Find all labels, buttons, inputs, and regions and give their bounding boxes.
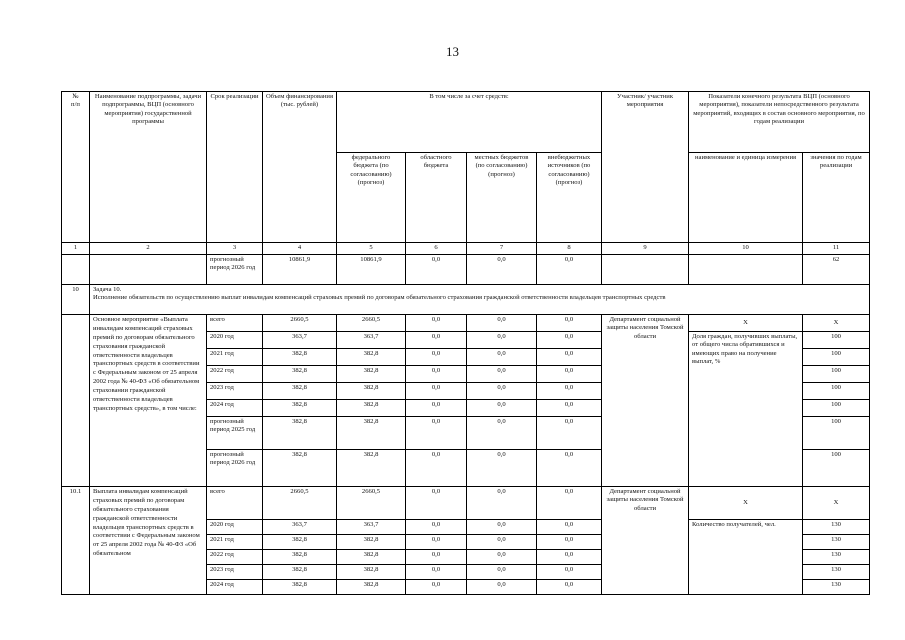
federal-cell: 382,8: [337, 550, 406, 565]
volume-cell: 382,8: [263, 349, 337, 366]
item-name: Выплата инвалидам компенсаций страховых премий по договорам обязательного страхования гражданской ответственности владельцев транспортных средств в соответствии с Федеральным законом от 25 апреля 2002 года № 40-ФЗ «Об обязательном: [90, 487, 207, 595]
table-row: [62, 315, 870, 332]
term-cell: 2020 год: [207, 520, 263, 535]
header-participant: Участник/ участник мероприятия: [602, 92, 689, 243]
term-cell: 2020 год: [207, 332, 263, 349]
local-cell: 0,0: [467, 565, 537, 580]
col-number: 8: [537, 243, 602, 255]
table-row: [62, 255, 870, 285]
volume-cell: 10861,9: [263, 255, 337, 285]
regional-cell: 0,0: [406, 255, 467, 285]
offbudget-cell: 0,0: [537, 487, 602, 520]
col-number: 9: [602, 243, 689, 255]
header-volume: Объем финансирования (тыс. рублей): [263, 92, 337, 243]
federal-cell: 10861,9: [337, 255, 406, 285]
term-cell: 2024 год: [207, 580, 263, 595]
local-cell: 0,0: [467, 535, 537, 550]
term-cell: всего: [207, 315, 263, 332]
offbudget-cell: 0,0: [537, 550, 602, 565]
federal-cell: 382,8: [337, 535, 406, 550]
local-cell: 0,0: [467, 366, 537, 383]
header-regional: областного бюджета: [406, 153, 467, 243]
header-term: Срок реализации: [207, 92, 263, 243]
volume-cell: 382,8: [263, 417, 337, 450]
regional-cell: 0,0: [406, 520, 467, 535]
header-num: № п/п: [62, 92, 90, 243]
value-cell: 100: [803, 400, 870, 417]
main-event-indicator: Доля граждан, получивших выплаты, от общего числа обратившихся и имеющих право на получение выплат, %: [689, 332, 803, 487]
col-number: 3: [207, 243, 263, 255]
local-cell: 0,0: [467, 315, 537, 332]
offbudget-cell: 0,0: [537, 383, 602, 400]
local-cell: 0,0: [467, 580, 537, 595]
value-cell: 130: [803, 580, 870, 595]
volume-cell: 363,7: [263, 332, 337, 349]
term-cell: 2023 год: [207, 565, 263, 580]
item-indicator: Количество получателей, чел.: [689, 520, 803, 595]
regional-cell: 0,0: [406, 315, 467, 332]
federal-cell: 382,8: [337, 580, 406, 595]
regional-cell: 0,0: [406, 366, 467, 383]
col-number: 7: [467, 243, 537, 255]
item-participant: Департамент социальной защиты населения Томской области: [602, 487, 689, 595]
task-text: Исполнение обязательств по осуществлению выплат инвалидам компенсаций страховых премий по договорам обязательного страхования гражданской ответственности владельцев транспортных средств: [93, 294, 666, 302]
volume-cell: 2660,5: [263, 315, 337, 332]
page-number: 13: [446, 44, 459, 59]
term-cell: прогнозный период 2025 год: [207, 417, 263, 450]
value-cell: 62: [803, 255, 870, 285]
value-cell: X: [803, 315, 870, 332]
federal-cell: 382,8: [337, 366, 406, 383]
col-number: 5: [337, 243, 406, 255]
local-cell: 0,0: [467, 400, 537, 417]
federal-cell: 382,8: [337, 383, 406, 400]
federal-cell: 382,8: [337, 565, 406, 580]
federal-cell: 2660,5: [337, 315, 406, 332]
value-cell: 130: [803, 565, 870, 580]
federal-cell: 363,7: [337, 332, 406, 349]
col-number: 11: [803, 243, 870, 255]
regional-cell: 0,0: [406, 349, 467, 366]
federal-cell: 382,8: [337, 417, 406, 450]
indicator-x: X: [689, 315, 803, 332]
table-row: [62, 487, 870, 520]
main-event-name: Основное мероприятие «Выплата инвалидам компенсаций страховых премий по договорам обязательного страхования гражданской ответственности владельцев транспортных средств в соответствии с Федеральным законом от 25 апреля 2002 года № 40-ФЗ «Об обязательном страховании гражданской ответственности владельцев транспортных средств», в том числе:: [90, 315, 207, 487]
term-cell: 2021 год: [207, 349, 263, 366]
local-cell: 0,0: [467, 520, 537, 535]
offbudget-cell: 0,0: [537, 417, 602, 450]
regional-cell: 0,0: [406, 383, 467, 400]
local-cell: 0,0: [467, 332, 537, 349]
header-sources: В том числе за счет средств:: [337, 92, 602, 153]
col-number: 2: [90, 243, 207, 255]
header-ind-value: значения по годам реализации: [803, 153, 870, 243]
task-num: 10: [62, 285, 90, 315]
federal-cell: 382,8: [337, 349, 406, 366]
federal-cell: 382,8: [337, 400, 406, 417]
value-cell: 130: [803, 520, 870, 535]
offbudget-cell: 0,0: [537, 366, 602, 383]
local-cell: 0,0: [467, 349, 537, 366]
term-cell: 2021 год: [207, 535, 263, 550]
regional-cell: 0,0: [406, 417, 467, 450]
header-name: Наименование подпрограммы, задачи подпрограммы, ВЦП (основного мероприятия) государственной программы: [90, 92, 207, 243]
col-number: 4: [263, 243, 337, 255]
local-cell: 0,0: [467, 417, 537, 450]
federal-cell: 382,8: [337, 450, 406, 487]
volume-cell: 382,8: [263, 366, 337, 383]
regional-cell: 0,0: [406, 450, 467, 487]
value-cell: 130: [803, 550, 870, 565]
offbudget-cell: 0,0: [537, 255, 602, 285]
offbudget-cell: 0,0: [537, 400, 602, 417]
value-cell: 100: [803, 450, 870, 487]
term-cell: 2022 год: [207, 366, 263, 383]
term-cell: 2023 год: [207, 383, 263, 400]
value-cell: 100: [803, 349, 870, 366]
value-cell: 130: [803, 535, 870, 550]
task-title: Задача 10.: [93, 286, 122, 293]
local-cell: 0,0: [467, 550, 537, 565]
local-cell: 0,0: [467, 487, 537, 520]
header-federal: федерального бюджета (по согласованию) (прогноз): [337, 153, 406, 243]
volume-cell: 382,8: [263, 535, 337, 550]
column-numbers-row: [62, 243, 870, 255]
header-local: местных бюджетов (по согласованию) (прогноз): [467, 153, 537, 243]
offbudget-cell: 0,0: [537, 580, 602, 595]
regional-cell: 0,0: [406, 332, 467, 349]
volume-cell: 382,8: [263, 550, 337, 565]
value-cell: 100: [803, 332, 870, 349]
volume-cell: 363,7: [263, 520, 337, 535]
term-cell: всего: [207, 487, 263, 520]
volume-cell: 2660,5: [263, 487, 337, 520]
term-cell: прогнозный период 2026 год: [207, 255, 263, 285]
local-cell: 0,0: [467, 383, 537, 400]
offbudget-cell: 0,0: [537, 535, 602, 550]
volume-cell: 382,8: [263, 450, 337, 487]
federal-cell: 2660,5: [337, 487, 406, 520]
regional-cell: 0,0: [406, 400, 467, 417]
value-cell: X: [803, 487, 870, 520]
col-number: 6: [406, 243, 467, 255]
main-event-participant: Департамент социальной защиты населения Томской области: [602, 315, 689, 487]
offbudget-cell: 0,0: [537, 565, 602, 580]
regional-cell: 0,0: [406, 535, 467, 550]
col-number: 10: [689, 243, 803, 255]
volume-cell: 382,8: [263, 400, 337, 417]
header-offbudget: внебюджетных источников (по согласованию) (прогноз): [537, 153, 602, 243]
regional-cell: 0,0: [406, 487, 467, 520]
item-num: 10.1: [62, 487, 90, 595]
program-table: [61, 91, 870, 595]
volume-cell: 382,8: [263, 580, 337, 595]
term-cell: 2024 год: [207, 400, 263, 417]
volume-cell: 382,8: [263, 565, 337, 580]
value-cell: 100: [803, 417, 870, 450]
offbudget-cell: 0,0: [537, 315, 602, 332]
header-ind-name: наименование и единица измерения: [689, 153, 803, 243]
term-cell: 2022 год: [207, 550, 263, 565]
term-cell: прогнозный период 2026 год: [207, 450, 263, 487]
offbudget-cell: 0,0: [537, 520, 602, 535]
regional-cell: 0,0: [406, 565, 467, 580]
regional-cell: 0,0: [406, 580, 467, 595]
volume-cell: 382,8: [263, 383, 337, 400]
task-row: [62, 285, 870, 315]
col-number: 1: [62, 243, 90, 255]
federal-cell: 363,7: [337, 520, 406, 535]
local-cell: 0,0: [467, 450, 537, 487]
task-cell: [90, 285, 870, 315]
local-cell: 0,0: [467, 255, 537, 285]
offbudget-cell: 0,0: [537, 349, 602, 366]
value-cell: 100: [803, 366, 870, 383]
offbudget-cell: 0,0: [537, 450, 602, 487]
regional-cell: 0,0: [406, 550, 467, 565]
offbudget-cell: 0,0: [537, 332, 602, 349]
indicator-x: X: [689, 487, 803, 520]
value-cell: 100: [803, 383, 870, 400]
header-indicators: Показатели конечного результата ВЦП (основного мероприятия), показатели непосредственного результата мероприятий, входящих в состав основного мероприятия, по годам реализации: [689, 92, 870, 153]
